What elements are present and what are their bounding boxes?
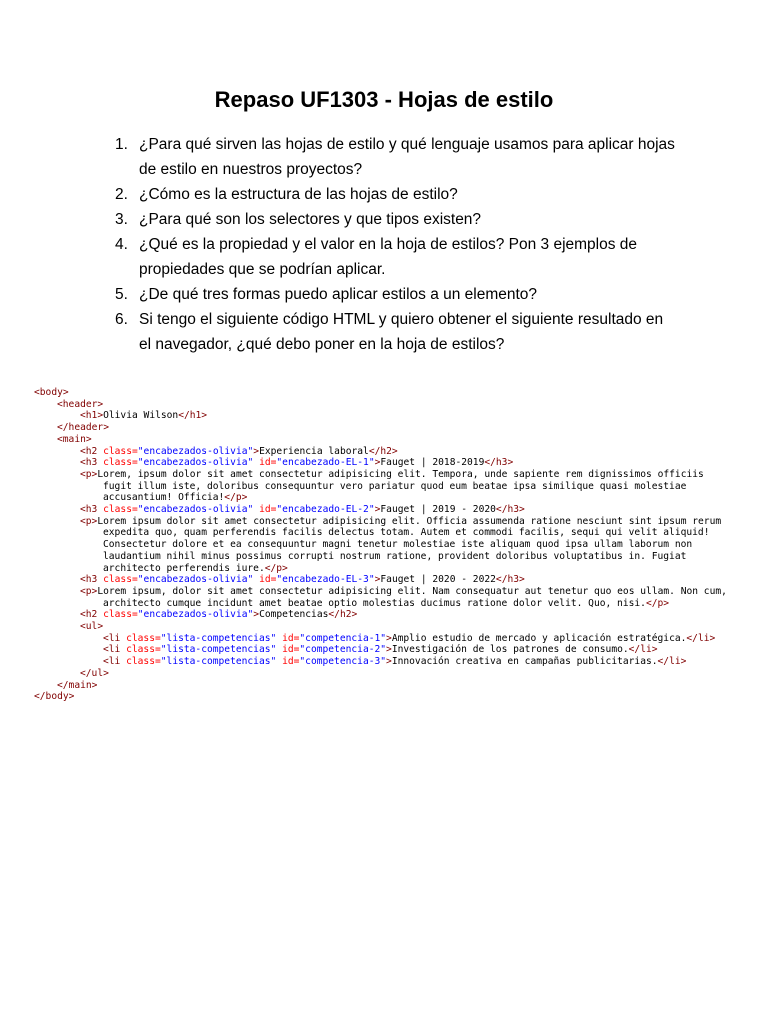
code-token: > bbox=[386, 656, 392, 668]
code-token: <h3 bbox=[80, 457, 104, 469]
code-token: </body> bbox=[34, 691, 75, 703]
question-number: 2. bbox=[115, 186, 128, 203]
code-line bbox=[34, 691, 734, 703]
code-token: class= bbox=[126, 644, 161, 656]
code-token: "encabezados-olivia" bbox=[137, 609, 254, 621]
code-token: class= bbox=[103, 457, 138, 469]
code-token: </p> bbox=[224, 492, 248, 504]
code-line bbox=[34, 446, 734, 458]
code-token: "encabezados-olivia" bbox=[137, 445, 254, 457]
question-item bbox=[115, 232, 699, 282]
question-item bbox=[115, 132, 699, 182]
code-token: <h3 bbox=[80, 504, 104, 516]
code-token: "encabezado-EL-3" bbox=[276, 574, 375, 586]
code-line bbox=[34, 621, 734, 633]
code-token: "competencia-2" bbox=[299, 644, 387, 656]
code-token: fugit illum iste, doloribus consequuntur vero pariatur quod eum beatae ipsa similique quasi molestiae bbox=[103, 480, 687, 492]
code-line bbox=[34, 633, 734, 645]
code-token: > bbox=[374, 574, 381, 586]
code-line bbox=[34, 527, 734, 539]
code-token: </main> bbox=[57, 679, 98, 691]
code-token: </li> bbox=[686, 632, 716, 644]
html-code-block bbox=[34, 387, 734, 703]
code-token: Lorem ipsum, dolor sit amet consectetur adipisicing elit. Nam consequatur aut tenetur quo eos ullam. Non cum, bbox=[97, 585, 727, 597]
code-line bbox=[34, 457, 734, 469]
code-token: > bbox=[374, 457, 381, 469]
question-item bbox=[115, 307, 699, 357]
question-text-line: ¿Qué es la propiedad y el valor en la hoja de estilos? Pon 3 ejemplos de bbox=[139, 236, 638, 253]
code-line bbox=[34, 644, 734, 656]
code-token: <li bbox=[103, 656, 127, 668]
code-token: Lorem ipsum dolor sit amet consectetur adipisicing elit. Officia assumenda ratione nesciunt sint ipsum rerum bbox=[97, 515, 722, 527]
question-text-line: ¿Para qué son los selectores y que tipos existen? bbox=[139, 211, 482, 228]
code-token: expedita quo, quam perferendis facilis delectus totam. Autem et commodi facilis, sequi qui velit aliquid! bbox=[103, 527, 710, 539]
code-line bbox=[34, 410, 734, 422]
code-token: <body> bbox=[34, 387, 69, 398]
question-number: 1. bbox=[115, 136, 128, 153]
code-token: </h3> bbox=[495, 574, 525, 586]
code-token: <h3 bbox=[80, 574, 104, 586]
code-token: <h1> bbox=[80, 410, 104, 422]
code-token: id= bbox=[276, 632, 300, 644]
code-token: > bbox=[253, 445, 260, 457]
code-token: <h2 bbox=[80, 609, 104, 621]
code-token: id= bbox=[253, 457, 277, 469]
code-token: Competencias bbox=[259, 609, 329, 621]
code-token: "lista-competencias" bbox=[160, 656, 277, 668]
code-token: <p> bbox=[80, 468, 98, 480]
code-line bbox=[34, 434, 734, 446]
code-token: class= bbox=[103, 574, 138, 586]
code-token: </h3> bbox=[495, 504, 525, 516]
code-token: id= bbox=[253, 504, 277, 516]
code-token: </h3> bbox=[484, 457, 514, 469]
question-text-line: propiedades que se podrían aplicar. bbox=[139, 261, 386, 278]
code-token: architecto cumque incidunt amet beatae optio molestias ducimus ratione dolor velit. Quo, nisi. bbox=[103, 597, 646, 609]
code-token: Amplio estudio de mercado y aplicación estratégica. bbox=[391, 632, 687, 644]
code-token: Fauget | 2018-2019 bbox=[380, 457, 485, 469]
question-list bbox=[115, 132, 699, 357]
code-token: > bbox=[253, 609, 260, 621]
code-line bbox=[34, 668, 734, 680]
code-line bbox=[34, 516, 734, 528]
code-token: <p> bbox=[80, 585, 98, 597]
code-token: Fauget | 2019 - 2020 bbox=[380, 504, 496, 516]
code-token: > bbox=[386, 632, 392, 644]
code-line bbox=[34, 504, 734, 516]
code-line bbox=[34, 656, 734, 668]
question-number: 6. bbox=[115, 311, 128, 328]
code-token: <li bbox=[103, 644, 127, 656]
code-token: class= bbox=[126, 656, 161, 668]
code-token: Consectetur dolore et ea consequuntur magni tenetur molestiae iste aliquam quod ipsa ullam laborum non bbox=[103, 539, 693, 551]
code-token: accusantium! Officia! bbox=[103, 492, 225, 504]
code-token: "lista-competencias" bbox=[160, 632, 277, 644]
code-token: "lista-competencias" bbox=[160, 644, 277, 656]
code-token: <main> bbox=[57, 433, 92, 445]
code-token: id= bbox=[276, 644, 300, 656]
code-token: id= bbox=[276, 656, 300, 668]
question-text-line: ¿Cómo es la estructura de las hojas de estilo? bbox=[139, 186, 458, 203]
code-line bbox=[34, 574, 734, 586]
code-token: </ul> bbox=[80, 667, 109, 679]
code-token: class= bbox=[103, 504, 138, 516]
code-token: Olivia Wilson bbox=[103, 410, 179, 422]
code-line bbox=[34, 598, 734, 610]
code-token: "encabezados-olivia" bbox=[137, 457, 254, 469]
code-token: "encabezado-EL-1" bbox=[276, 457, 375, 469]
code-token: </h2> bbox=[368, 445, 398, 457]
code-token: "encabezado-EL-2" bbox=[276, 504, 375, 516]
code-token: <li bbox=[103, 632, 127, 644]
question-text-line: Si tengo el siguiente código HTML y quiero obtener el siguiente resultado en bbox=[139, 311, 664, 328]
question-text-line: ¿De qué tres formas puedo aplicar estilos a un elemento? bbox=[139, 286, 538, 303]
code-token: </li> bbox=[628, 644, 658, 656]
code-line bbox=[34, 563, 734, 575]
code-line bbox=[34, 586, 734, 598]
question-item bbox=[115, 207, 699, 232]
code-line bbox=[34, 492, 734, 504]
code-token: "competencia-1" bbox=[299, 632, 387, 644]
code-token: Fauget | 2020 - 2022 bbox=[380, 574, 496, 586]
code-line bbox=[34, 422, 734, 434]
code-token: > bbox=[374, 504, 381, 516]
question-text-line: el navegador, ¿qué debo poner en la hoja de estilos? bbox=[139, 336, 505, 353]
code-token: </p> bbox=[645, 597, 670, 609]
question-text-line: ¿Para qué sirven las hojas de estilo y qué lenguaje usamos para aplicar hojas bbox=[139, 136, 675, 153]
code-token: class= bbox=[103, 445, 138, 457]
page-title: Repaso UF1303 - Hojas de estilo bbox=[214, 87, 554, 112]
code-token: </header> bbox=[57, 422, 109, 434]
code-token: Investigación de los patrones de consumo. bbox=[391, 644, 629, 656]
code-token: <h2 bbox=[80, 445, 104, 457]
code-token: > bbox=[386, 644, 392, 656]
code-line bbox=[34, 481, 734, 493]
code-token: <p> bbox=[80, 515, 98, 527]
code-token: laudantium nihil minus possimus corrupti nostrum ratione, provident doloribus voluptatibus in. Fugiat bbox=[103, 550, 687, 562]
code-line bbox=[34, 399, 734, 411]
code-token: </li> bbox=[657, 656, 687, 668]
question-number: 3. bbox=[115, 211, 128, 228]
code-line bbox=[34, 387, 734, 399]
code-line bbox=[34, 551, 734, 563]
code-token: "encabezados-olivia" bbox=[137, 574, 254, 586]
question-item bbox=[115, 182, 699, 207]
code-token: class= bbox=[103, 609, 138, 621]
question-item bbox=[115, 282, 699, 307]
code-token: <header> bbox=[57, 398, 104, 410]
question-number: 4. bbox=[115, 236, 128, 253]
code-line bbox=[34, 609, 734, 621]
code-line bbox=[34, 539, 734, 551]
code-token: </p> bbox=[264, 562, 288, 574]
code-token: id= bbox=[253, 574, 277, 586]
code-token: class= bbox=[126, 632, 161, 644]
question-number: 5. bbox=[115, 286, 128, 303]
code-token: <ul> bbox=[80, 621, 104, 633]
code-token: Innovación creativa en campañas publicitarias. bbox=[391, 656, 658, 668]
question-text-line: de estilo en nuestros proyectos? bbox=[139, 161, 363, 178]
code-token: Lorem, ipsum dolor sit amet consectetur adipisicing elit. Tempora, unde sapiente rem dignissimos officiis bbox=[97, 468, 704, 480]
code-line bbox=[34, 680, 734, 692]
code-token: </h1> bbox=[178, 410, 208, 422]
code-token: architecto perferendis iure. bbox=[103, 562, 265, 574]
code-token: "encabezados-olivia" bbox=[137, 504, 254, 516]
code-token: "competencia-3" bbox=[299, 656, 387, 668]
code-token: Experiencia laboral bbox=[259, 445, 369, 457]
code-line bbox=[34, 469, 734, 481]
code-token: </h2> bbox=[328, 609, 358, 621]
